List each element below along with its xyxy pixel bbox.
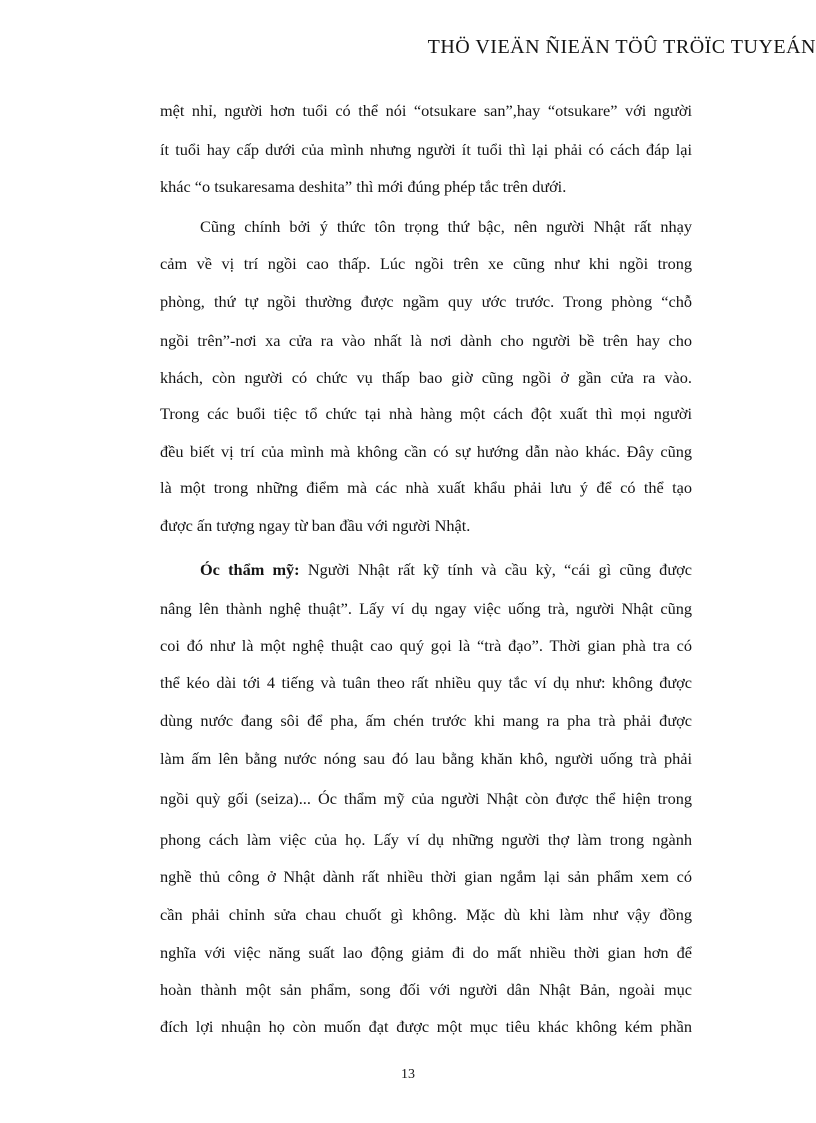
paragraph-2-line-5: khách, còn người có chức vụ thấp bao giờ cũng ngồi ở gần cửa ra vào. [160, 368, 692, 387]
paragraph-3-line-3: coi đó như là một nghệ thuật cao quý gọi là “trà đạo”. Thời gian phà tra có [160, 636, 692, 655]
paragraph-3-line-1-text: Người Nhật rất kỹ tính và cầu kỳ, “cái gì cũng được [299, 560, 692, 579]
paragraph-3-line-5: dùng nước đang sôi để pha, ấm chén trước khi mang ra pha trà phải được [160, 711, 692, 730]
paragraph-2-line-3: phòng, thứ tự ngồi thường được ngầm quy ước trước. Trong phòng “chỗ [160, 292, 692, 311]
paragraph-3-line-10: cần phải chỉnh sửa chau chuốt gì không. Mặc dù khi làm như vậy đồng [160, 905, 692, 924]
paragraph-3-line-7: ngồi quỳ gối (seiza)... Óc thẩm mỹ của người Nhật còn được thể hiện trong [160, 789, 692, 808]
paragraph-2-line-4: ngồi trên”-nơi xa cửa ra vào nhất là nơi dành cho người bề trên hay cho [160, 331, 692, 350]
paragraph-3-line-2: nâng lên thành nghệ thuật”. Lấy ví dụ ngay việc uống trà, người Nhật cũng [160, 599, 692, 618]
paragraph-3-line-8: phong cách làm việc của họ. Lấy ví dụ những người thợ làm trong ngành [160, 830, 692, 849]
paragraph-3-line-9: nghề thủ công ở Nhật dành rất nhiều thời gian ngắm lại sản phẩm xem có [160, 867, 692, 886]
paragraph-3-line-11: nghĩa với việc năng suất lao động giảm đi do mất nhiều thời gian hơn để [160, 943, 692, 962]
paragraph-1-line-2: ít tuổi hay cấp dưới của mình nhưng người ít tuổi thì lại phải có cách đáp lại [160, 140, 692, 159]
paragraph-1-line-1: mệt nhỉ, người hơn tuổi có thể nói “otsukare san”,hay “otsukare” với người [160, 101, 692, 120]
paragraph-3-line-6: làm ấm lên bằng nước nóng sau đó lau bằng khăn khô, người uống trà phải [160, 749, 692, 768]
paragraph-2-line-1: Cũng chính bởi ý thức tôn trọng thứ bậc, nên người Nhật rất nhạy [200, 217, 692, 236]
paragraph-3-line-12: hoàn thành một sản phẩm, song đối với người dân Nhật Bản, ngoài mục [160, 980, 692, 999]
paragraph-2-line-2: cảm về vị trí ngồi cao thấp. Lúc ngồi trên xe cũng như khi ngồi trong [160, 254, 692, 273]
paragraph-3-heading: Óc thẩm mỹ: [200, 560, 300, 579]
paragraph-1-line-3: khác “o tsukaresama deshita” thì mới đúng phép tắc trên dưới. [160, 177, 567, 196]
paragraph-3-line-1 [200, 560, 692, 580]
paragraph-2-line-7: đều biết vị trí của mình mà không cần có sự hướng dẫn nào khác. Đây cũng [160, 442, 692, 461]
paragraph-3-line-13: đích lợi nhuận họ còn muốn đạt được một mục tiêu khác không kém phần [160, 1017, 692, 1036]
paragraph-3-line-4: thể kéo dài tới 4 tiếng và tuân theo rất nhiều quy tắc ví dụ như: không được [160, 673, 692, 692]
paragraph-2-line-9: được ấn tượng ngay từ ban đầu với người Nhật. [160, 516, 471, 535]
page-number: 13 [401, 1067, 415, 1082]
paragraph-2-line-8: là một trong những điểm mà các nhà xuất khẩu phải lưu ý để có thể tạo [160, 478, 692, 497]
page-header: THÖ VIEÄN ÑIEÄN TÖÛ TRÖÏC TUYEÁN [427, 36, 816, 58]
paragraph-2-line-6: Trong các buổi tiệc tổ chức tại nhà hàng một cách đột xuất thì mọi người [160, 404, 692, 423]
